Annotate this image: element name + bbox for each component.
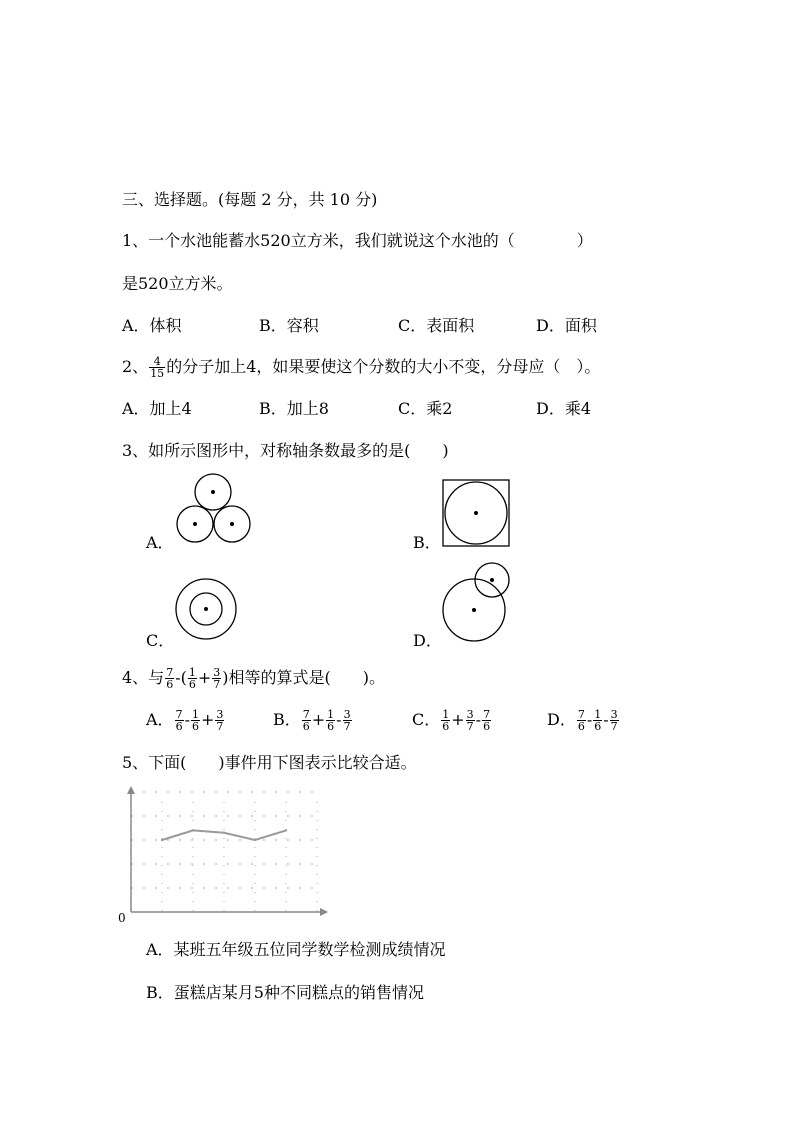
q4-suffix: 相等的算式是( )。 (228, 668, 385, 687)
q1-option-c[interactable]: C．表面积 (398, 316, 475, 335)
q1-close: ） (576, 231, 593, 250)
q4-frac-2-den: 6 (188, 678, 196, 691)
q4-b-frac-3 (343, 709, 352, 732)
q4-frac-2-num: 1 (188, 666, 196, 679)
chart-y-axis-arrow (127, 786, 135, 794)
q4-d-f2-num: 1 (594, 708, 602, 721)
q4-b-op1: + (311, 710, 326, 729)
q4-option-b[interactable] (273, 709, 353, 732)
q4-a-frac-1 (175, 709, 184, 732)
q4-line (122, 667, 385, 690)
chart-point-2 (192, 829, 194, 831)
q4-b-f2-den: 6 (327, 720, 335, 733)
chart-series (161, 829, 287, 841)
q2-fraction (149, 356, 165, 379)
q1-line2: 是520立方米。 (122, 274, 233, 293)
q4-a-f3-den: 7 (216, 720, 224, 733)
q4-a-f2-den: 6 (191, 720, 199, 733)
q1-text: 1、一个水池能蓄水520立方米，我们就说这个水池的（ (122, 231, 515, 250)
q3-label-c: C． (146, 631, 175, 650)
q4-op-1: -( (175, 668, 187, 687)
q4-c-frac-2 (466, 709, 475, 732)
q4-c-f3-den: 6 (483, 720, 491, 733)
q4-a-f3-num: 3 (216, 708, 224, 721)
q4-c-f1-num: 1 (442, 708, 450, 721)
section-title: 三、选择题。(每题 2 分，共 10 分) (122, 190, 378, 209)
q4-frac-3 (212, 667, 221, 690)
q4-frac-1-den: 6 (166, 678, 174, 691)
q4-c-frac-3 (482, 709, 491, 732)
q4-frac-3-num: 3 (213, 666, 221, 679)
chart-origin-label: 0 (118, 911, 126, 925)
q4-option-a[interactable] (146, 709, 225, 732)
q4-b-op2: - (336, 710, 342, 729)
q4-option-d[interactable] (547, 709, 620, 732)
q4-d-f1-num: 7 (577, 708, 585, 721)
q4-b-f2-num: 1 (327, 708, 335, 721)
q4-frac-2 (188, 667, 197, 690)
q4-b-frac-1 (302, 709, 311, 732)
chart-x-axis-arrow (320, 908, 328, 916)
q4-frac-1 (165, 667, 174, 690)
q4-option-c[interactable] (412, 709, 492, 732)
q4-c-op1: + (451, 710, 465, 729)
q2-line (122, 356, 600, 379)
q2-option-a[interactable]: A．加上4 (122, 399, 192, 418)
chart-point-1 (161, 839, 163, 841)
q4-d-f3-num: 3 (610, 708, 618, 721)
q4-frac-1-num: 7 (166, 666, 174, 679)
q5-option-a[interactable]: A．某班五年级五位同学数学检测成绩情况 (146, 940, 446, 959)
q5-line-chart (114, 782, 336, 927)
chart-point-4 (254, 839, 256, 841)
q2-prefix: 2、 (122, 357, 149, 376)
q4-d-op1: - (586, 710, 593, 729)
q2-frac-den: 15 (150, 367, 165, 380)
q3-text: 3、如所示图形中，对称轴条数最多的是( ) (122, 441, 449, 460)
q4-c-f2-den: 7 (466, 720, 474, 733)
q4-a-f1-den: 6 (175, 720, 183, 733)
q4-a-op2: + (200, 710, 215, 729)
q4-frac-3-den: 7 (213, 678, 221, 691)
q4-a-frac-2 (191, 709, 200, 732)
q4-c-f1-den: 6 (442, 720, 450, 733)
q2-suffix: 的分子加上4，如果要使这个分数的大小不变，分母应（ ）。 (166, 357, 601, 376)
q2-option-d[interactable]: D．乘4 (536, 399, 592, 418)
q4-a-frac-3 (215, 709, 224, 732)
q3-label-b: B． (413, 533, 441, 552)
q1-line1 (122, 231, 593, 251)
q2-option-b[interactable]: B．加上8 (259, 399, 329, 418)
q4-d-frac-1 (577, 709, 586, 732)
q3-figure-d[interactable] (438, 560, 516, 644)
q1-option-d[interactable]: D．面积 (536, 316, 597, 335)
q3-figure-a[interactable] (170, 468, 260, 552)
q4-prefix: 4、与 (122, 668, 165, 687)
q4-b-f1-den: 6 (302, 720, 310, 733)
q4-b-f3-den: 7 (343, 720, 351, 733)
q5-option-b[interactable]: B．蛋糕店某月5种不同糕点的销售情况 (146, 983, 424, 1002)
q4-b-frac-2 (326, 709, 335, 732)
q4-option-b-label: B． (273, 710, 301, 729)
q4-option-a-label: A． (146, 710, 174, 729)
q4-b-f1-num: 7 (302, 708, 310, 721)
q4-op-3: ) (222, 668, 229, 687)
q4-d-f3-den: 7 (610, 720, 618, 733)
q4-option-d-label: D． (547, 710, 576, 729)
q4-c-f2-num: 3 (466, 708, 474, 721)
q4-c-frac-1 (441, 709, 450, 732)
q2-frac-num: 4 (149, 356, 165, 368)
q3-label-a: A． (146, 533, 174, 552)
chart-point-5 (285, 829, 287, 831)
q4-d-op2: - (603, 710, 609, 729)
q1-option-b[interactable]: B．容积 (259, 316, 319, 335)
chart-point-3 (223, 832, 225, 834)
q4-a-op1: - (184, 710, 190, 729)
q4-b-f3-num: 3 (343, 708, 351, 721)
q4-d-frac-3 (610, 709, 619, 732)
q5-text: 5、下面( )事件用下图表示比较合适。 (122, 753, 417, 772)
q4-c-op2: - (475, 710, 482, 729)
q3-figure-c[interactable] (174, 577, 240, 643)
q2-option-c[interactable]: C．乘2 (398, 399, 453, 418)
q3-label-d: D． (413, 631, 442, 650)
q3-figure-b[interactable] (442, 479, 512, 549)
q4-d-f2-den: 6 (594, 720, 602, 733)
q4-d-f1-den: 6 (577, 720, 585, 733)
q1-option-a[interactable]: A．体积 (122, 316, 182, 335)
q4-a-f1-num: 7 (175, 708, 183, 721)
q4-c-f3-num: 7 (483, 708, 491, 721)
chart-grid (131, 792, 317, 912)
q4-d-frac-2 (593, 709, 602, 732)
q4-option-c-label: C． (412, 710, 441, 729)
q4-op-2: + (197, 668, 212, 687)
q4-a-f2-num: 1 (191, 708, 199, 721)
